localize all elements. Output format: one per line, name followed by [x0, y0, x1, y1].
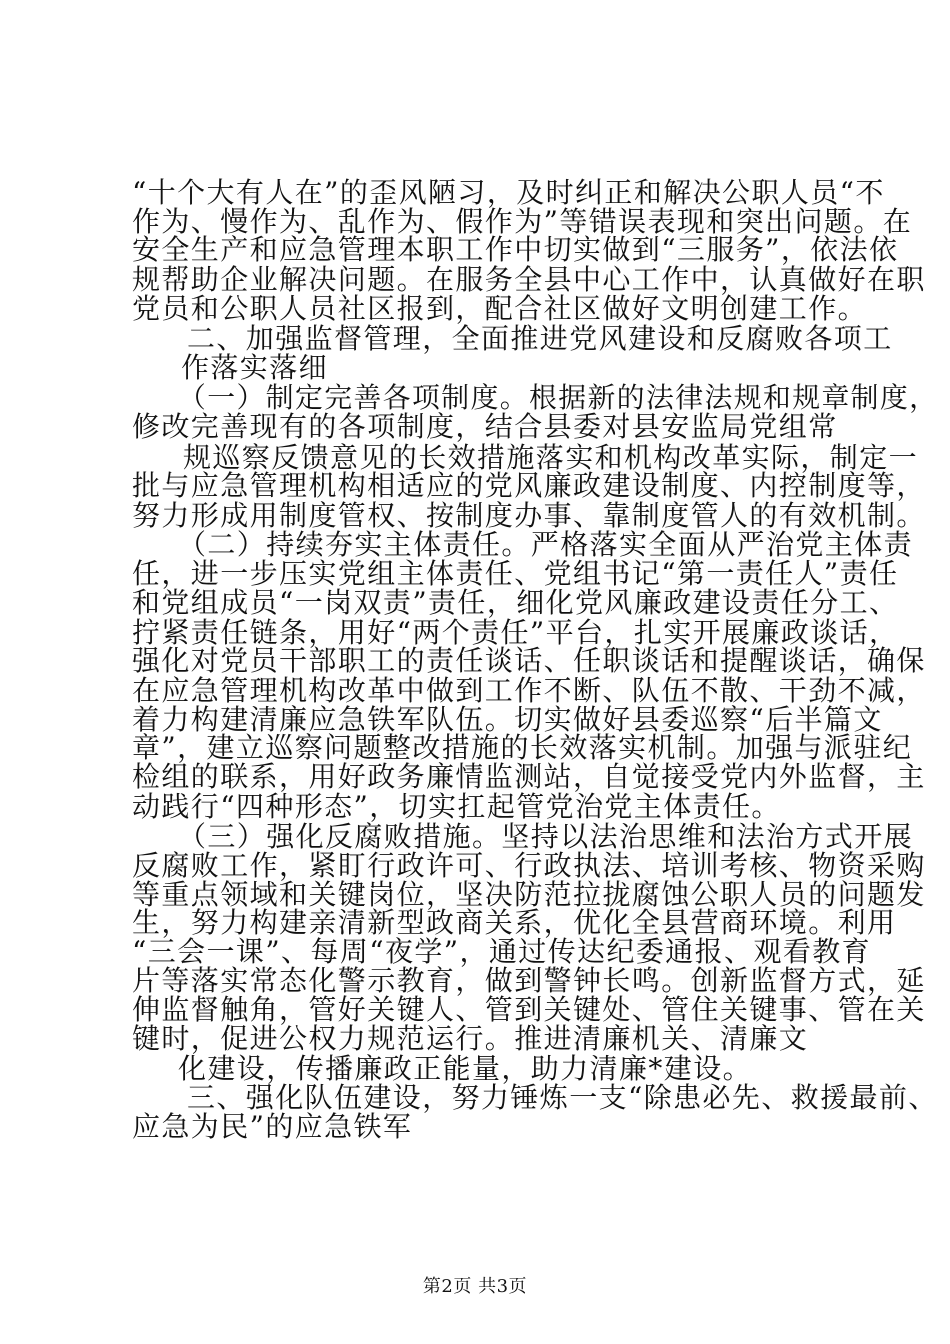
text-line: 强化对党员干部职工的责任谈话、任职谈话和提醒谈话，确保: [132, 644, 926, 677]
text-line: 安全生产和应急管理本职工作中切实做到“三服务”，依法依: [132, 233, 899, 266]
text-line: 努力形成用制度管权、按制度办事、靠制度管人的有效机制。: [132, 499, 926, 532]
text-line: （一）制定完善各项制度。根据新的法律法规和规章制度，: [178, 381, 939, 414]
text-line: 章”，建立巡察问题整改措施的长效落实机制。加强与派驻纪: [132, 731, 913, 764]
text-line: 在应急管理机构改革中做到工作不断、队伍不散、干劲不减，: [132, 674, 926, 707]
text-line: 任，进一步压实党组主体责任、党组书记“第一责任人”责任: [132, 557, 899, 590]
text-line: 化建设，传播廉政正能量，助力清廉*建设。: [178, 1052, 753, 1085]
text-line: 伸监督触角，管好关键人、管到关键处、管住关键事、管在关: [132, 993, 926, 1026]
text-line: （二）持续夯实主体责任。严格落实全面从严治党主体责: [178, 528, 914, 561]
section-heading: 作落实落细: [181, 351, 329, 384]
text-line: 作为、慢作为、乱作为、假作为”等错误表现和突出问题。在: [132, 205, 913, 238]
text-line: （三）强化反腐败措施。坚持以法治思维和法治方式开展: [178, 820, 914, 853]
text-line: 反腐败工作，紧盯行政许可、行政执法、培训考核、物资采购: [132, 849, 926, 882]
section-heading: 三、强化队伍建设，努力锤炼一支“除患必先、救援最前、: [187, 1081, 938, 1114]
text-line: 批与应急管理机构相适应的党风廉政建设制度、内控制度等，: [132, 469, 926, 502]
text-line: 检组的联系，用好政务廉情监测站，自觉接受党内外监督，主: [132, 760, 926, 793]
text-line: 片等落实常态化警示教育，做到警钟长鸣。创新监督方式，延: [132, 964, 926, 997]
text-line: 等重点领域和关键岗位，坚决防范拉拢腐蚀公职人员的问题发: [132, 878, 926, 911]
page-number: 第2页 共3页: [422, 1276, 528, 1297]
section-heading: 二、加强监督管理，全面推进党风建设和反腐败各项工: [187, 322, 893, 355]
text-line: 生，努力构建亲清新型政商关系，优化全县营商环境。利用: [132, 906, 897, 939]
text-line: 键时，促进公权力规范运行。推进清廉机关、清廉文: [132, 1022, 809, 1055]
text-line: 着力构建清廉应急铁军队伍。切实做好县委巡察“后半篇文: [132, 703, 883, 736]
text-line: 和党组成员“一岗双责”责任，细化党风廉政建设责任分工、: [132, 586, 899, 619]
section-heading: 应急为民”的应急铁军: [132, 1110, 413, 1143]
text-line: 党员和公职人员社区报到，配合社区做好文明创建工作。: [132, 292, 868, 325]
text-line: 动践行“四种形态”，切实扛起管党治党主体责任。: [132, 790, 781, 823]
text-line: 拧紧责任链条，用好“两个责任”平台，扎实开展廉政谈话，: [132, 616, 899, 649]
text-line: 修改完善现有的各项制度，结合县委对县安监局党组常: [132, 410, 838, 443]
text-line: 规帮助企业解决问题。在服务全县中心工作中，认真做好在职: [132, 263, 926, 296]
text-line: “三会一课”、每周“夜学”，通过传达纪委通报、观看教育: [132, 935, 872, 968]
text-line: 规巡察反馈意见的长效措施落实和机构改革实际，制定一: [183, 441, 919, 474]
text-line: “十个大有人在”的歪风陋习，及时纠正和解决公职人员“不: [132, 176, 885, 209]
